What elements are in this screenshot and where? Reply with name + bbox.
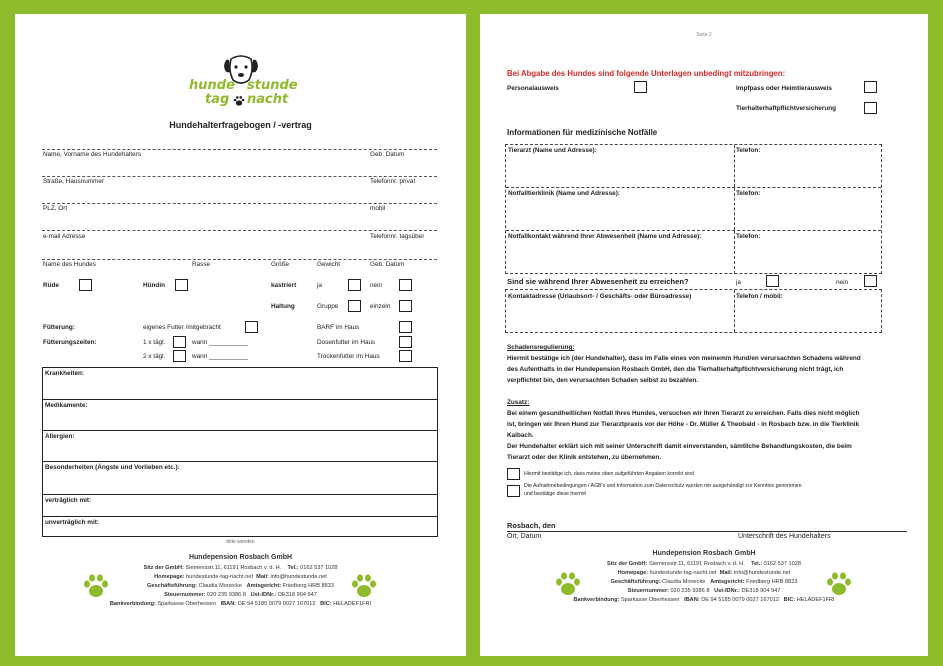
paw-icon: [233, 95, 245, 107]
vaccine-pass-checkbox[interactable]: [864, 81, 877, 93]
plz-line[interactable]: [42, 230, 437, 231]
illness-label: Krankheiten:: [45, 370, 85, 377]
footer-line-2: [480, 570, 928, 576]
footer-line-3: [480, 579, 928, 585]
contact-phone-label: Telefon / mobil:: [736, 293, 783, 300]
page-1: [15, 14, 466, 656]
seat-value: Siemensstr.11, 61191 Rosbach v. d. H.: [648, 561, 745, 567]
once-daily-label: 1 x tägl.: [143, 339, 166, 346]
insurance-label: Tierhalterhaftpflichtversicherung: [736, 105, 837, 112]
table-row[interactable]: [43, 495, 437, 517]
confirm-terms-checkbox[interactable]: [507, 485, 520, 497]
page-2: [480, 14, 928, 656]
seat-label: Sitz der GmbH:: [143, 565, 184, 571]
once-when-field[interactable]: wann ___________: [192, 339, 249, 346]
vet-label: Tierarzt (Name und Adresse):: [508, 147, 597, 154]
contact-table[interactable]: [505, 289, 882, 333]
tax-label: Steuernummer:: [164, 592, 206, 598]
documents-header: Bei Abgabe des Hundes sind folgende Unterlagen unbedingt mitzubringen:: [507, 69, 786, 78]
housing-single-checkbox[interactable]: [399, 300, 412, 312]
clinic-phone-label: Telefon:: [736, 190, 761, 197]
breed-label: Rasse: [192, 261, 211, 268]
paw-icon: [555, 572, 581, 596]
extra-line: ist, bringen wir Ihren Hund zur Tierarztpraxis vor der Höhe - Dr. Müller & Theobald - in Rosbach bzw. in die Tierklinik: [507, 421, 860, 428]
feeding-times-label: Fütterungszeiten:: [43, 339, 97, 346]
mail-link[interactable]: info@hundestunde.net: [270, 574, 327, 580]
emergency-phone-label: Telefon:: [736, 233, 761, 240]
confirm-data-label: Hiermit bestätige ich, dass meine oben aufgeführten Angaben korrekt sind: [524, 471, 695, 477]
id-card-checkbox[interactable]: [634, 81, 647, 93]
court-label: Amtsgericht:: [246, 583, 282, 589]
neutered-no-label: nein: [370, 282, 383, 289]
mail-label: Mail:: [256, 574, 269, 580]
housing-label: Haltung: [271, 303, 295, 310]
table-row[interactable]: [506, 188, 881, 231]
homepage-label: Homepage:: [617, 570, 649, 576]
turn-note: bitte wenden: [226, 539, 255, 545]
male-label: Rüde: [43, 282, 59, 289]
iban-label: IBAN:: [220, 601, 237, 607]
sign-owner-label: Unterschrift des Hundehalters: [738, 533, 831, 540]
incompatible-label: unverträglich mit:: [45, 519, 99, 526]
tax-value: 020 235 9386 8: [670, 588, 710, 594]
iban-value: DE 94 5185 0079 0027 167012: [701, 597, 779, 603]
table-row[interactable]: [43, 431, 437, 462]
logo: [185, 54, 300, 110]
neutered-label: kastriert: [271, 282, 297, 289]
street-label: Straße, Hausnummer: [43, 178, 105, 185]
contact-address-label: Kontaktadresse (Urlaubsort- / Geschäfts- oder Büroadresse): [508, 293, 692, 300]
bank-value: Sparkasse Oberhessen: [620, 597, 680, 603]
table-row[interactable]: [43, 517, 437, 537]
male-checkbox[interactable]: [79, 279, 92, 291]
owner-birth-label: Geb. Datum: [370, 151, 405, 158]
neutered-yes-checkbox[interactable]: [348, 279, 361, 291]
extra-title: Zusatz:: [507, 399, 530, 406]
extra-line: Der Hundehalter erklärt sich mit seiner Unterschrift damit einverstanden, sämtliche Behandlungskosten, die beim: [507, 443, 852, 450]
divider: [42, 149, 437, 150]
reach-yes-checkbox[interactable]: [766, 275, 779, 287]
tel-label: Tel.:: [750, 561, 763, 567]
weight-label: Gewicht: [317, 261, 341, 268]
footer-line-1: [15, 565, 466, 571]
confirm-terms-label-2: und bestätige diese hiermit: [524, 491, 586, 497]
bank-value: Sparkasse Oberhessen: [157, 601, 216, 607]
paw-icon: [826, 572, 852, 596]
medical-header: Informationen für medizinische Notfälle: [507, 128, 658, 137]
tel-value: 0162 537 1028: [300, 565, 338, 571]
damage-title: Schadensregulierung:: [507, 344, 575, 351]
specialties-label: Besonderheiten (Ängste und Vorlieben etc.):: [45, 464, 180, 471]
ceo-label: Geschäftsführung:: [610, 579, 661, 585]
confirm-data-checkbox[interactable]: [507, 468, 520, 480]
vat-label: Ust-IDNr.:: [714, 588, 740, 594]
iban-value: DE 94 5185 0079 0027 167012: [237, 601, 316, 607]
vat-label: Ust-IDNr.:: [250, 592, 277, 598]
court-value: Friedberg HRB 8833: [282, 583, 334, 589]
homepage-link[interactable]: hundestunde-tag-nacht.net: [186, 574, 254, 580]
logo-word-hunde: hunde: [189, 78, 235, 93]
twice-daily-label: 2 x tägl.: [143, 353, 166, 360]
table-row[interactable]: [43, 462, 437, 495]
owner-name-line[interactable]: [42, 176, 437, 177]
ceo-value: Claudia Monecke: [662, 579, 706, 585]
own-food-checkbox[interactable]: [245, 321, 258, 333]
logo-word-nacht: nacht: [247, 92, 289, 107]
feeding-label: Fütterung:: [43, 324, 75, 331]
reachability-question: Sind sie während Ihrer Abwesenheit zu erreichen?: [507, 277, 689, 286]
paw-icon: [83, 574, 109, 598]
damage-line: Hiermit bestätige ich (der Hundehalter), dass im Falle eines von meinem/n Hund/en verursachten Schadens während: [507, 355, 861, 362]
bank-label: Bankverbindung:: [109, 601, 156, 607]
homepage-label: Homepage:: [154, 574, 185, 580]
damage-line: verpflichtet bin, den verursachten Schaden selbst zu bezahlen.: [507, 377, 699, 384]
page-number: Seite 2: [696, 32, 712, 38]
dog-birth-label: Geb. Datum: [370, 261, 405, 268]
footer: [15, 554, 466, 624]
clinic-label: Notfalltierklinik (Name und Adresse):: [508, 190, 620, 197]
female-checkbox[interactable]: [175, 279, 188, 291]
female-label: Hündin: [143, 282, 166, 289]
bic-value: HELADEF1FRI: [333, 601, 372, 607]
footer-company: Hundepension Rosbach GmbH: [188, 554, 293, 561]
can-food-label: Dosenfutter im Haus: [317, 339, 376, 346]
extra-line: Tierarzt oder der Klinik entstehen, zu übernehmen.: [507, 454, 661, 461]
housing-group-label: Gruppe: [317, 303, 339, 310]
tel-label: Tel.:: [287, 565, 299, 571]
ceo-label: Geschäftsführung:: [147, 583, 198, 589]
once-daily-checkbox[interactable]: [173, 336, 186, 348]
housing-group-checkbox[interactable]: [348, 300, 361, 312]
compatible-label: verträglich mit:: [45, 497, 92, 504]
mail-label: Mail:: [719, 570, 733, 576]
footer-line-1: [480, 561, 928, 567]
homepage-link[interactable]: hundestunde-tag-nacht.net: [649, 570, 717, 576]
dog-name-label: Name des Hundes: [43, 261, 96, 268]
court-value: Friedberg HRB 8833: [746, 579, 798, 585]
owner-name-label: Name, Vorname des Hundehalters: [43, 151, 142, 158]
neutered-no-checkbox[interactable]: [399, 279, 412, 291]
dry-food-checkbox[interactable]: [399, 350, 412, 362]
dry-food-label: Trockenfutter im Haus: [317, 353, 380, 360]
logo-word-tag: tag: [205, 92, 230, 107]
street-line[interactable]: [42, 203, 437, 204]
email-line[interactable]: [42, 259, 437, 260]
table-row[interactable]: [43, 368, 437, 400]
form-title: Hundehalterfragebogen / -vertrag: [169, 120, 312, 130]
reach-no-checkbox[interactable]: [864, 275, 877, 287]
footer-line-5: [15, 601, 466, 607]
medication-label: Medikamente:: [45, 402, 88, 409]
bic-value: HELADEF1FRI: [796, 597, 835, 603]
seat-value: Siemensstr.11, 61191 Rosbach v. d. H.: [185, 565, 282, 571]
vaccine-pass-label: Impfpass oder Heimtierausweis: [736, 85, 832, 92]
tel-value: 0162 537 1028: [763, 561, 801, 567]
tax-label: Steuernummer:: [627, 588, 669, 594]
footer: [480, 550, 928, 620]
mail-link[interactable]: info@hundestunde.net: [733, 570, 791, 576]
barf-checkbox[interactable]: [399, 321, 412, 333]
signature-line[interactable]: [507, 531, 907, 532]
sign-place: Rosbach, den: [507, 521, 556, 530]
bank-label: Bankverbindung:: [573, 597, 620, 603]
plz-label: PLZ, Ort: [43, 205, 68, 212]
twice-daily-checkbox[interactable]: [173, 350, 186, 362]
twice-when-field[interactable]: wann ___________: [192, 353, 249, 360]
sign-date-label: Ort, Datum: [507, 533, 542, 540]
reach-yes-label: ja: [736, 279, 741, 286]
insurance-checkbox[interactable]: [864, 102, 877, 114]
table-row[interactable]: [506, 145, 881, 188]
phone-private-label: Telefonnr. privat: [370, 178, 416, 185]
bic-label: BIC:: [783, 597, 796, 603]
allergy-label: Allergien:: [45, 433, 75, 440]
table-row[interactable]: [506, 231, 881, 274]
iban-label: IBAN:: [684, 597, 700, 603]
housing-single-label: einzeln: [370, 303, 391, 310]
footer-line-4: [480, 588, 928, 594]
barf-label: BARF im Haus: [317, 324, 360, 331]
footer-company: Hundepension Rosbach GmbH: [652, 550, 756, 557]
damage-line: des Aufenthalts in der Hundepension Rosbach GmbH, den die Tierhalterhaftpflichtversicherung nicht trägt, ich: [507, 366, 844, 373]
extra-line: Bei einem gesundheitlichen Notfall Ihres Hundes, versuchen wir Ihren Tierarzt zu erreichen. Falls dies nicht möglich: [507, 410, 860, 417]
vet-phone-label: Telefon:: [736, 147, 761, 154]
paw-icon: [351, 574, 377, 598]
vat-value: DE318 904 947: [741, 588, 781, 594]
reach-no-label: nein: [836, 279, 849, 286]
bic-label: BIC:: [320, 601, 332, 607]
vat-value: DE318 904 947: [277, 592, 317, 598]
id-card-label: Personalausweis: [507, 85, 559, 92]
email-label: e-mail Adresse: [43, 233, 86, 240]
mobile-label: mobil: [370, 205, 386, 212]
size-label: Größe: [271, 261, 290, 268]
can-food-checkbox[interactable]: [399, 336, 412, 348]
emergency-contact-label: Notfallkontakt während Ihrer Abwesenheit (Name und Adresse):: [508, 233, 702, 240]
tax-value: 020 235 9386 8: [207, 592, 246, 598]
health-table: [42, 367, 438, 537]
court-label: Amtsgericht:: [710, 579, 745, 585]
medical-table: [505, 144, 882, 274]
ceo-value: Claudia Monecke: [198, 583, 242, 589]
logo-word-stunde: stunde: [247, 78, 298, 93]
seat-label: Sitz der GmbH:: [607, 561, 648, 567]
footer-line-5: [480, 597, 928, 603]
phone-day-label: Telefonnr. tagsüber: [370, 233, 425, 240]
confirm-terms-label-1: Die Aufnahmebedingungen / AGB's und Information zum Datenschutz wurden mir ausgehändigt zur Kenntnis genommen: [524, 483, 802, 489]
neutered-yes-label: ja: [317, 282, 322, 289]
own-food-label: eigenes Futter /mitgebracht: [143, 324, 221, 331]
table-row[interactable]: [43, 400, 437, 431]
extra-line: Kalbach.: [507, 432, 534, 439]
